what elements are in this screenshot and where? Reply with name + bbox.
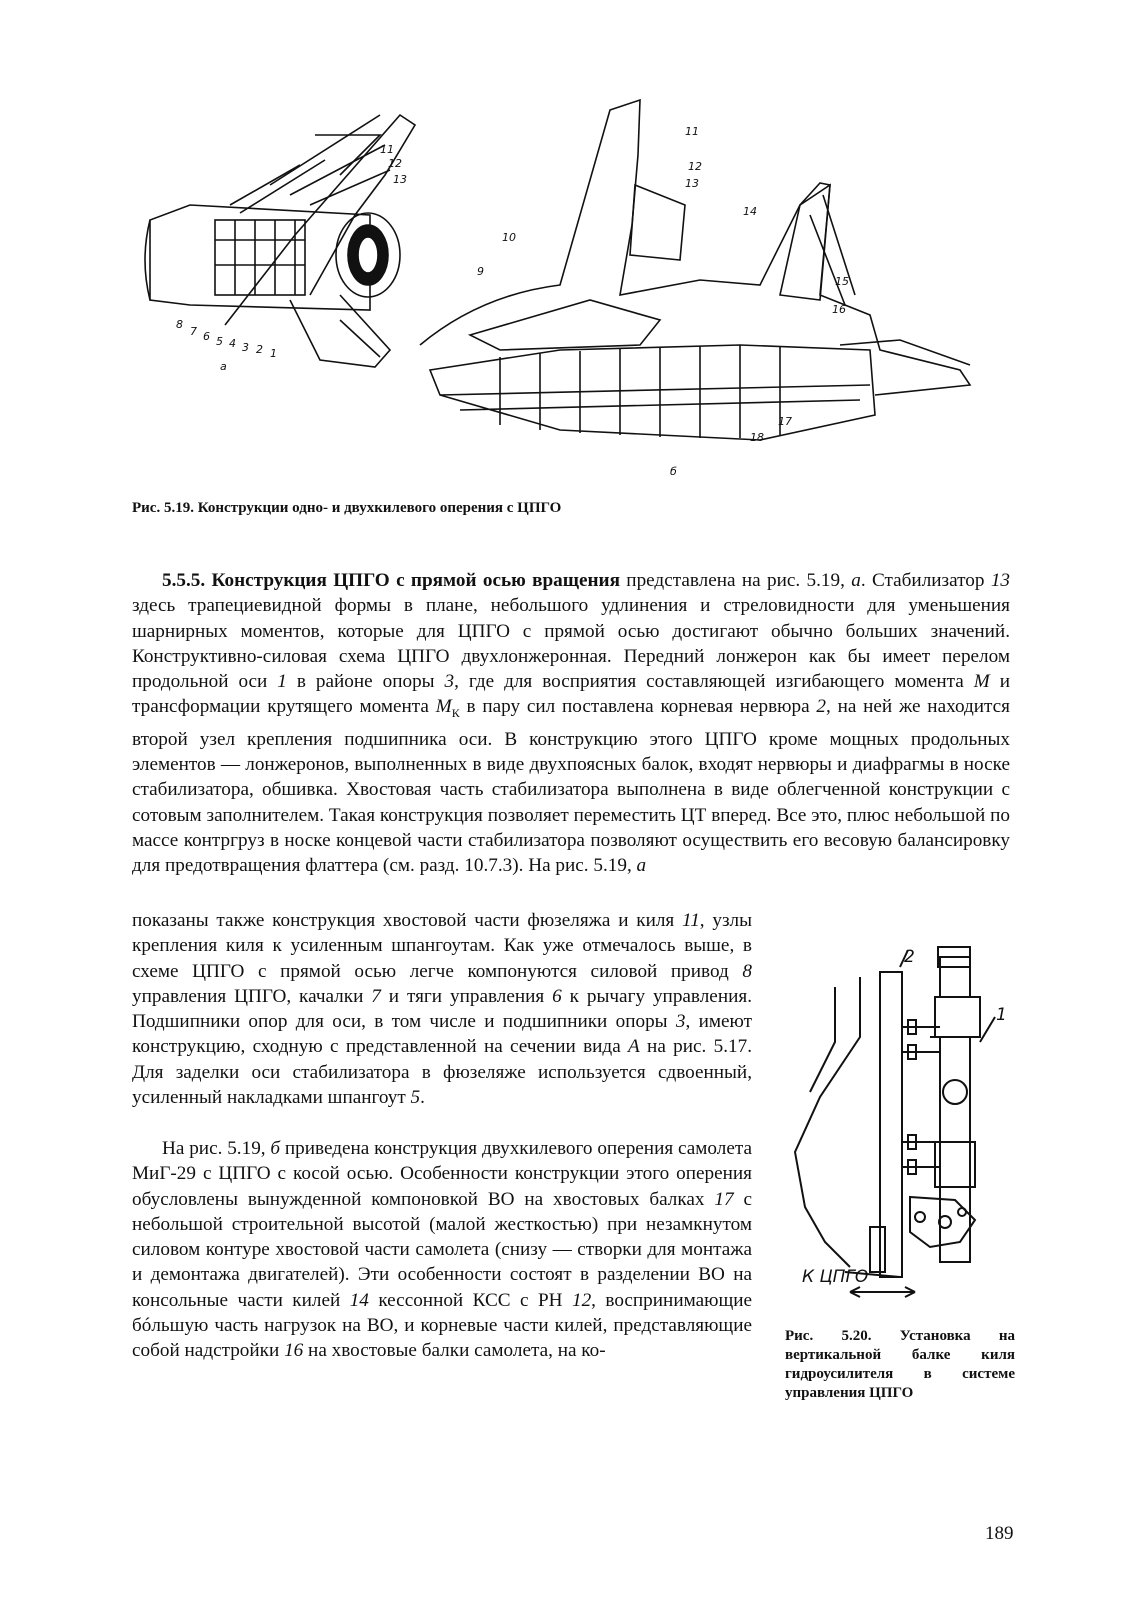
label-a-2: 2 <box>256 343 263 356</box>
label-a-3: 3 <box>242 341 249 354</box>
label-b-16: 16 <box>832 303 846 316</box>
section-heading: Конструкция ЦПГО с прямой осью вращения <box>211 570 620 591</box>
label-b-10: 10 <box>502 231 516 244</box>
diagram-a-single-fin <box>145 115 415 367</box>
label-fig520-1: 1 <box>996 1005 1007 1025</box>
label-b-17: 17 <box>778 415 792 428</box>
figure-5-20 <box>790 942 1030 1317</box>
paragraph-1: 5.5.5. Конструкция ЦПГО с прямой осью вращения представлена на рис. 5.19, а. Стабилизатор 13 здесь трапециевидной формы в плане, небольшого удлинения и стреловидности для уменьшения шарнирных моментов, которые для ЦПГО с прямой осью достигают обычно больших значений. Конструктивно-силовая схема ЦПГО двухлонжеронная. Передний лонжерон как бы имеет перелом продольной оси 1 в районе опоры 3, где для восприятия составляющей изгибающего момента М и трансформации крутящего момента $М_К$ в пару сил поставлена корневая нервюра 2, на ней же находится второй узел крепления подшипника оси. В конструкцию этого ЦПГО кроме мощных продольных элементов — лонжеронов, выполненных в виде двухпоясных балок, входят нервюры и диафрагмы в носке стабилизатора, обшивка. Хвостовая часть стабилизатора выполнена в виде облегченной конструкции с сотовым заполнителем. Такая конструкция позволяет переместить ЦТ вперед. Все это, плюс небольшой по массе контргруз в носке концевой части стабилизатора позволяют осуществить его весовую балансировку для предотвращения флаттера (см. разд. 10.7.3). На рис. 5.19, а <box>132 570 1010 877</box>
section-number: 5.5.5. <box>162 570 206 591</box>
label-b-9: 9 <box>477 265 484 278</box>
label-a-1: 1 <box>270 347 277 360</box>
label-a-12: 12 <box>388 157 402 170</box>
label-b-15: 15 <box>835 275 849 288</box>
paragraph-3: На рис. 5.19, б приведена конструкция двухкилевого оперения самолета МиГ-29 с ЦПГО с косой осью. Особенности конструкции этого оперения обусловлены вынужденной компоновкой ВО на хвостовых балках 17 с небольшой строительной высотой (малой жесткостью) при незамкнутом силовом контуре хвостовой части самолета (снизу — створки для монтажа и демонтажа двигателей). Эти особенности состоят в разделении ВО на консольные части килей 14 кессонной КСС с РН 12, воспринимающие бóльшую часть нагрузок на ВО, и корневые части килей, представляющие собой надстройки 16 на хвостовые балки самолета, на ко- <box>132 1138 753 1362</box>
page-number: 189 <box>985 1523 1014 1544</box>
label-b-12: 12 <box>688 160 702 173</box>
label-fig520-arrow: К ЦПГО <box>802 1267 869 1287</box>
label-a-6: 6 <box>203 330 210 343</box>
label-a-8: 8 <box>176 318 183 331</box>
label-b-14: 14 <box>743 205 757 218</box>
label-a-7: 7 <box>190 325 197 338</box>
label-a-13: 13 <box>393 173 407 186</box>
label-a-5: 5 <box>216 335 223 348</box>
figure-caption-5-19: Рис. 5.19. Конструкции одно- и двухкилевого оперения с ЦПГО <box>132 500 562 516</box>
label-b-11: 11 <box>685 125 699 138</box>
label-a-sub: а <box>220 360 227 373</box>
figure-5-19 <box>140 95 1020 485</box>
label-a-11: 11 <box>380 143 394 156</box>
label-fig520-2: 2 <box>904 947 915 967</box>
label-a-4: 4 <box>229 337 236 350</box>
figure-caption-5-20: Рис. 5.20. Установка на вертикальной балке киля гидроусилителя в системе управления ЦПГО <box>785 1328 1015 1401</box>
diagram-b-twin-fin <box>420 100 970 440</box>
label-b-13: 13 <box>685 177 699 190</box>
label-b-18: 18 <box>750 431 764 444</box>
paragraph-2: показаны также конструкция хвостовой части фюзеляжа и киля 11, узлы крепления киля к усиленным шпангоутам. Как уже отмечалось выше, в схеме ЦПГО с прямой осью легче компонуются силовой привод 8 управления ЦПГО, качалки 7 и тяги управления 6 к рычагу управления. Подшипники опор для оси, в том числе и подшипники опоры 3, имеют конструкцию, сходную с представленной на сечении вида А на рис. 5.17. Для заделки оси стабилизатора в фюзеляже используется сдвоенный, усиленный накладками шпангоут 5. <box>132 910 753 1109</box>
label-b-sub: б <box>670 465 677 478</box>
